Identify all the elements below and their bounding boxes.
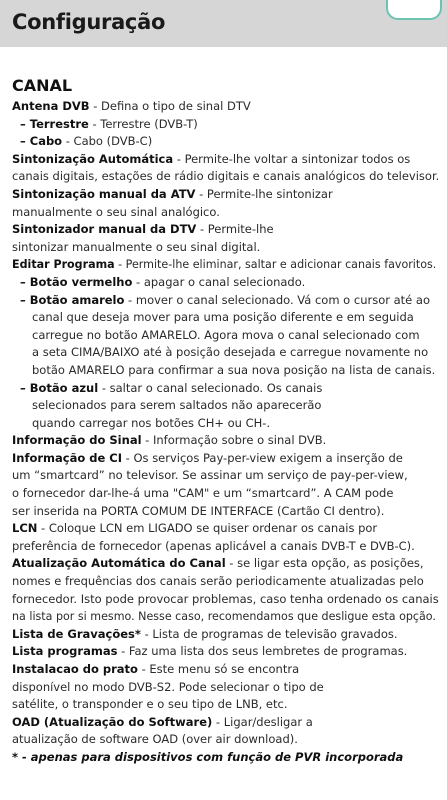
text-line: carregue no botão AMARELO. Agora mova o canal selecionado com — [32, 327, 420, 342]
text-line: – Terrestre - Terrestre (DVB-T) — [20, 116, 198, 131]
text-line: quando carregar nos botões CH+ ou CH-. — [32, 415, 271, 430]
text-line: ser inserida na PORTA COMUM DE INTERFACE (Cartão CI dentro). — [12, 503, 385, 518]
text-line: fornecedor. Isto pode provocar problemas, caso tenha ordenado os canais — [12, 591, 439, 606]
text-line: canais digitais, estações de rádio digitais e canais analógicos do televisor. — [12, 169, 440, 184]
text-line: sintonizar manualmente o seu sinal digital. — [12, 239, 261, 254]
text-line: atualização de software OAD (over air download). — [12, 732, 298, 747]
text-line: OAD (Atualização do Software) - Ligar/desligar a — [12, 714, 313, 729]
text-line: Informação de CI - Os serviços Pay-per-view exigem a inserção de — [12, 450, 403, 465]
text-line: – Cabo - Cabo (DVB-C) — [20, 134, 153, 149]
text-line: satélite, o transponder e o seu tipo de LNB, etc. — [12, 697, 288, 712]
text-line: Sintonização manual da ATV - Permite-lhe sintonizar — [12, 186, 333, 201]
text-line: – Botão vermelho - apagar o canal selecionado. — [20, 274, 306, 289]
text-line: Informação do Sinal - Informação sobre o sinal DVB. — [12, 433, 327, 448]
text-line: Sintonizador manual da DTV - Permite-lhe — [12, 222, 274, 237]
text-line: – Botão amarelo - mover o canal selecionado. Vá com o cursor até ao — [20, 292, 430, 307]
text-line: disponível no modo DVB-S2. Pode selecionar o tipo de — [12, 679, 324, 694]
section-title: CANAL — [12, 76, 73, 95]
text-line: Atualização Automática do Canal - se ligar esta opção, as posições, — [12, 556, 424, 571]
text-line: – Botão azul - saltar o canal selecionado. Os canais — [20, 380, 323, 395]
text-line: preferência de fornecedor (apenas aplicável a canais DVB-T e DVB-C). — [12, 538, 415, 553]
text-line: canal que deseja mover para uma posição diferente e em seguida — [32, 310, 414, 325]
text-line: nomes e frequências dos canais serão periodicamente atualizadas pelo — [12, 574, 424, 589]
text-line: Sintonização Automática - Permite-lhe voltar a sintonizar todos os — [12, 151, 411, 166]
text-line: LCN - Coloque LCN em LIGADO se quiser ordenar os canais por — [12, 521, 378, 536]
text-line: um “smartcard” no televisor. Se assinar um serviço de pay-per-view, — [12, 468, 408, 483]
text-line: o fornecedor dar-lhe-á uma "CAM" e um “smartcard”. A CAM pode — [12, 486, 394, 501]
text-line: na lista por si mesmo. Nesse caso, recomendamos que desligue esta opção. — [12, 610, 436, 624]
page-title: Configuração — [12, 10, 166, 34]
text-line: Lista programas - Faz uma lista dos seus lembretes de programas. — [12, 644, 408, 659]
text-line: Antena DVB - Defina o tipo de sinal DTV — [12, 99, 251, 113]
footnote: * - apenas para dispositivos com função de PVR incorporada — [12, 749, 404, 764]
text-line: manualmente o seu sinal analógico. — [12, 204, 220, 219]
text-line: Instalacao do prato - Este menu só se encontra — [12, 662, 300, 676]
tab-outline-decoration — [386, 0, 442, 20]
text-line: Lista de Gravações* - Lista de programas de televisão gravados. — [12, 626, 398, 641]
settings-description — [12, 98, 442, 767]
text-line: a seta CIMA/BAIXO até à posição desejada e carregue novamente no — [32, 345, 429, 360]
text-line: Editar Programa - Permite-lhe eliminar, saltar e adicionar canais favoritos. — [12, 258, 437, 272]
text-line: botão AMARELO para confirmar a sua nova posição na lista de canais. — [32, 362, 436, 377]
text-line: selecionados para serem saltados não aparecerão — [32, 398, 322, 413]
